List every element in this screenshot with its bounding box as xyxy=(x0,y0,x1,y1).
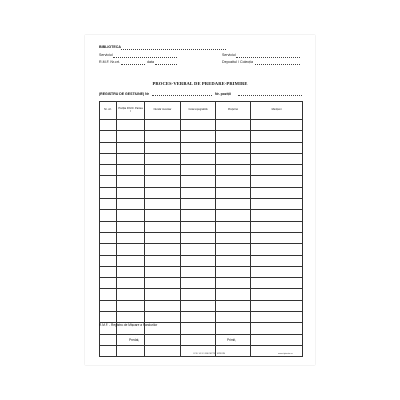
table-cell[interactable] xyxy=(251,244,303,255)
table-cell[interactable] xyxy=(251,131,303,142)
table-cell[interactable] xyxy=(251,153,303,164)
table-cell[interactable] xyxy=(216,278,251,289)
table-cell[interactable] xyxy=(216,312,251,323)
table-cell[interactable] xyxy=(100,176,117,187)
table-cell[interactable] xyxy=(145,334,181,345)
table-cell[interactable] xyxy=(216,232,251,243)
table-row xyxy=(100,300,303,311)
table-cell[interactable] xyxy=(100,278,117,289)
column-header-cota-topografica: Cota topografică xyxy=(181,102,216,120)
table-cell[interactable] xyxy=(181,199,216,210)
table-cell[interactable] xyxy=(117,232,145,243)
table-cell[interactable] xyxy=(216,289,251,300)
biblioteca-field[interactable] xyxy=(121,49,226,50)
table-cell[interactable] xyxy=(145,221,181,232)
table-cell[interactable] xyxy=(117,153,145,164)
table-cell[interactable] xyxy=(145,131,181,142)
table-cell[interactable] xyxy=(145,345,181,356)
table-cell[interactable] xyxy=(216,210,251,221)
table-cell[interactable] xyxy=(145,278,181,289)
data-field[interactable] xyxy=(155,64,177,65)
table-row xyxy=(100,187,303,198)
table-cell[interactable] xyxy=(117,210,145,221)
registry-nr-field[interactable] xyxy=(152,95,212,96)
table-cell[interactable] xyxy=(117,278,145,289)
table-cell[interactable] xyxy=(216,300,251,311)
table-row xyxy=(100,244,303,255)
table-cell[interactable] xyxy=(251,232,303,243)
table-cell[interactable] xyxy=(251,187,303,198)
table-cell[interactable] xyxy=(216,221,251,232)
column-header-pozitia-rmf: Poziția R.M.F. Partea I xyxy=(117,102,145,120)
table-cell[interactable] xyxy=(216,255,251,266)
table-row xyxy=(100,120,303,131)
table-cell[interactable] xyxy=(181,210,216,221)
table-cell[interactable] xyxy=(181,345,216,356)
table-cell[interactable] xyxy=(181,142,216,153)
table-cell[interactable] xyxy=(251,199,303,210)
table-cell[interactable] xyxy=(216,176,251,187)
table-cell[interactable] xyxy=(251,323,303,334)
table-cell[interactable] xyxy=(145,165,181,176)
biblioteca-label: BIBLIOTECA xyxy=(99,45,121,49)
table-cell[interactable] xyxy=(117,187,145,198)
table-cell[interactable] xyxy=(216,187,251,198)
table-cell[interactable] xyxy=(117,244,145,255)
table-cell[interactable] xyxy=(181,153,216,164)
table-row xyxy=(100,278,303,289)
primit-label: Primit, xyxy=(227,338,237,342)
table-cell[interactable] xyxy=(117,221,145,232)
table-cell[interactable] xyxy=(117,255,145,266)
table-cell[interactable] xyxy=(100,266,117,277)
table-cell[interactable] xyxy=(216,345,251,356)
serviciul-right-field[interactable] xyxy=(236,57,300,58)
rmf-label: R.M.F. Nr.crt. xyxy=(99,60,120,64)
table-cell[interactable] xyxy=(181,266,216,277)
table-cell[interactable] xyxy=(145,289,181,300)
table-cell[interactable] xyxy=(117,199,145,210)
table-cell[interactable] xyxy=(100,255,117,266)
table-cell[interactable] xyxy=(100,187,117,198)
table-cell[interactable] xyxy=(100,312,117,323)
table-cell[interactable] xyxy=(100,221,117,232)
table-cell[interactable] xyxy=(181,300,216,311)
table-cell[interactable] xyxy=(145,244,181,255)
table-cell[interactable] xyxy=(181,232,216,243)
pozitii-label: Nr. poziții xyxy=(215,91,231,96)
table-cell[interactable] xyxy=(181,221,216,232)
depozitul-field[interactable] xyxy=(255,64,300,65)
data-label: data xyxy=(147,60,154,64)
table-cell[interactable] xyxy=(145,153,181,164)
table-cell[interactable] xyxy=(181,165,216,176)
table-cell[interactable] xyxy=(117,165,145,176)
table-cell[interactable] xyxy=(145,266,181,277)
table-cell[interactable] xyxy=(181,334,216,345)
column-header-numar-inventar: Număr inventar xyxy=(145,102,181,120)
table-cell[interactable] xyxy=(251,221,303,232)
table-row xyxy=(100,176,303,187)
table-cell[interactable] xyxy=(100,199,117,210)
footer-site: www.tipizate.ro xyxy=(278,353,293,355)
table-row xyxy=(100,312,303,323)
table-row xyxy=(100,289,303,300)
table-row xyxy=(100,221,303,232)
table-cell[interactable] xyxy=(216,131,251,142)
table-cell[interactable] xyxy=(251,300,303,311)
table-cell[interactable] xyxy=(216,244,251,255)
table-cell[interactable] xyxy=(251,165,303,176)
table-cell[interactable] xyxy=(100,153,117,164)
table-cell[interactable] xyxy=(117,312,145,323)
table-row xyxy=(100,142,303,153)
table-row xyxy=(100,255,303,266)
table-cell[interactable] xyxy=(145,210,181,221)
table-cell[interactable] xyxy=(181,120,216,131)
table-cell[interactable] xyxy=(181,278,216,289)
table-cell[interactable] xyxy=(100,131,117,142)
table-cell[interactable] xyxy=(145,300,181,311)
table-cell[interactable] xyxy=(117,266,145,277)
table-cell[interactable] xyxy=(251,345,303,356)
table-cell[interactable] xyxy=(216,266,251,277)
table-cell[interactable] xyxy=(145,176,181,187)
table-cell[interactable] xyxy=(216,142,251,153)
table-cell[interactable] xyxy=(100,120,117,131)
footer-code: COD 14.3.1 RECEPTIE SPRIJIN xyxy=(193,353,226,355)
table-cell[interactable] xyxy=(117,300,145,311)
table-cell[interactable] xyxy=(100,232,117,243)
table-cell[interactable] xyxy=(216,120,251,131)
table-cell[interactable] xyxy=(117,142,145,153)
table-row xyxy=(100,210,303,221)
table-cell[interactable] xyxy=(251,142,303,153)
table-cell[interactable] xyxy=(100,142,117,153)
table-cell[interactable] xyxy=(100,210,117,221)
table-cell[interactable] xyxy=(100,289,117,300)
table-cell[interactable] xyxy=(100,345,117,356)
serviciul-right-label: Serviciul xyxy=(222,53,236,57)
table-cell[interactable] xyxy=(181,187,216,198)
registry-row xyxy=(99,92,149,96)
table-cell[interactable] xyxy=(117,176,145,187)
column-header-mentiuni: Mențiuni xyxy=(251,102,303,120)
table-cell[interactable] xyxy=(181,312,216,323)
table-row xyxy=(100,232,303,243)
table-cell[interactable] xyxy=(145,232,181,243)
document-title: PROCES-VERBAL DE PREDARE-PRIMIRE xyxy=(152,81,248,86)
table-row xyxy=(100,345,303,356)
table-cell[interactable] xyxy=(117,120,145,131)
table-cell[interactable] xyxy=(251,266,303,277)
table-cell[interactable] xyxy=(181,131,216,142)
predat-label: Predat, xyxy=(129,338,140,342)
serviciul-left-label: Serviciul xyxy=(99,53,113,57)
depozitul-label: Depozitul / Colecția xyxy=(222,60,253,64)
table-row xyxy=(100,131,303,142)
table-cell[interactable] xyxy=(117,131,145,142)
table-cell[interactable] xyxy=(145,312,181,323)
table-cell[interactable] xyxy=(216,323,251,334)
table-row xyxy=(100,153,303,164)
table-cell[interactable] xyxy=(181,323,216,334)
table-cell[interactable] xyxy=(251,120,303,131)
table-cell[interactable] xyxy=(117,345,145,356)
table-cell[interactable] xyxy=(251,289,303,300)
table-cell[interactable] xyxy=(251,255,303,266)
table-cell[interactable] xyxy=(145,199,181,210)
column-header-nr-crt: Nr. crt. xyxy=(100,102,117,120)
table-cell[interactable] xyxy=(251,334,303,345)
table-cell[interactable] xyxy=(251,210,303,221)
table-cell[interactable] xyxy=(216,165,251,176)
table-cell[interactable] xyxy=(216,199,251,210)
table-cell[interactable] xyxy=(145,120,181,131)
table-row xyxy=(100,199,303,210)
table-cell[interactable] xyxy=(181,176,216,187)
table-cell[interactable] xyxy=(100,165,117,176)
legend-note: R.M.F. - Registru de Mișcare a Fondurilor xyxy=(99,323,158,327)
column-header-pretul: Prețul lei xyxy=(216,102,251,120)
table-cell[interactable] xyxy=(100,334,117,345)
rmf-nr-field[interactable] xyxy=(121,64,145,65)
table-cell[interactable] xyxy=(117,289,145,300)
table-cell[interactable] xyxy=(181,244,216,255)
table-cell[interactable] xyxy=(145,142,181,153)
table-row xyxy=(100,266,303,277)
pozitii-field[interactable] xyxy=(238,95,302,96)
registry-label: (REGISTRU DE GESTIUNE) Nr xyxy=(99,92,149,96)
table-row xyxy=(100,165,303,176)
table-cell[interactable] xyxy=(181,255,216,266)
table-cell[interactable] xyxy=(100,300,117,311)
form-sheet xyxy=(85,35,315,365)
table-cell[interactable] xyxy=(251,176,303,187)
table-cell[interactable] xyxy=(181,289,216,300)
table-cell[interactable] xyxy=(100,244,117,255)
serviciul-left-field[interactable] xyxy=(113,57,177,58)
table-cell[interactable] xyxy=(251,312,303,323)
table-cell[interactable] xyxy=(145,255,181,266)
table-cell[interactable] xyxy=(145,187,181,198)
table-header-row xyxy=(100,102,303,120)
inventory-table xyxy=(99,101,303,357)
table-cell[interactable] xyxy=(216,153,251,164)
table-cell[interactable] xyxy=(251,278,303,289)
